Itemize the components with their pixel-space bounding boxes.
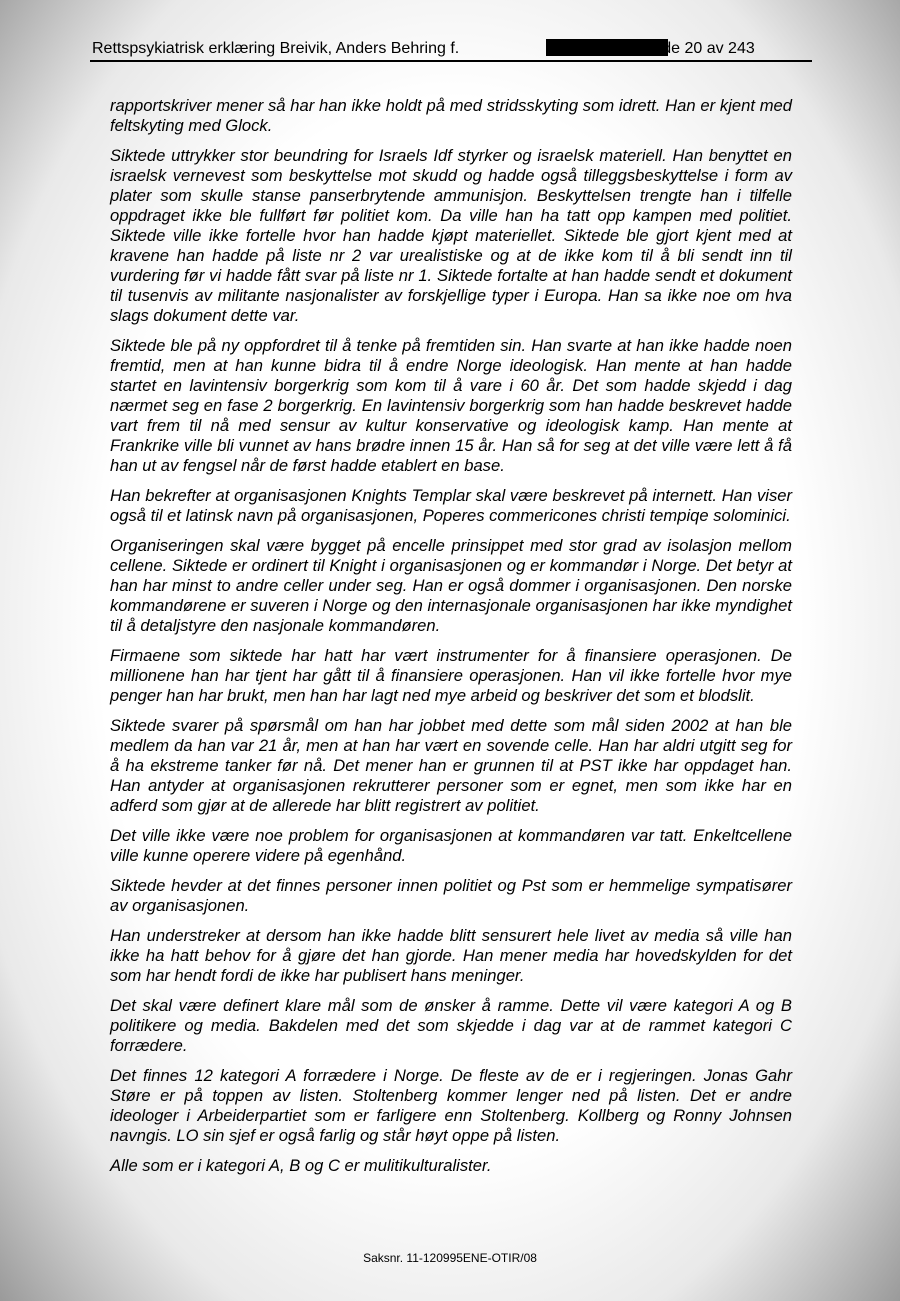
paragraph: Siktede hevder at det finnes personer innen politiet og Pst som er hemmelige sympatisører av organisasjonen. [110, 876, 792, 915]
paragraph: Organiseringen skal være bygget på encelle prinsippet med stor grad av isolasjon mellom cellene. Siktede er ordinert til Knight i organisasjonen og er kommandør i Norge. Det betyr at han har minst to andre celler under seg. Han er også dommer i organisasjonen. Den norske kommandørene er suveren i Norge og den internasjonale organisasjonen har ikke myndighet til å detaljstyre den nasjonale kommandøren. [110, 536, 792, 635]
paragraph: Siktede svarer på spørsmål om han har jobbet med dette som mål siden 2002 at han ble medlem da han var 21 år, men at han har vært en sovende celle. Han har aldri utgitt seg for å ha ekstreme tanker før nå. Det mener han er grunnen til at PST ikke har oppdaget han. Han antyder at organisasjonen rekrutterer personer som er egnet, men som ikke har en adferd som gjør at de allerede har blitt registrert av politiet. [110, 716, 792, 815]
case-number: Saksnr. 11-120995ENE-OTIR/08 [363, 1251, 537, 1265]
page-number: Side 20 av 243 [648, 40, 755, 57]
page-footer [0, 1251, 900, 1265]
document-title: Rettspsykiatrisk erklæring Breivik, Anders Behring f. [92, 40, 460, 57]
paragraph: Han understreker at dersom han ikke hadde blitt sensurert hele livet av media så ville han ikke ha hatt behov for å gjøre det han gjorde. Han mener media har hovedskylden for det som har hendt fordi de ikke har publisert hans meninger. [110, 926, 792, 985]
paragraph: Firmaene som siktede har hatt har vært instrumenter for å finansiere operasjonen. De millionene han har tjent har gått til å finansiere operasjonen. Han vil ikke fortelle hvor mye penger han har brukt, men han har lagt ned mye arbeid og beskriver det som et blodslit. [110, 646, 792, 705]
document-body [110, 96, 792, 1186]
paragraph: Alle som er i kategori A, B og C er mulitikulturalister. [110, 1156, 492, 1175]
paragraph: Det skal være definert klare mål som de ønsker å ramme. Dette vil være kategori A og B politikere og media. Bakdelen med det som skjedde i dag var at de rammet kategori C forrædere. [110, 996, 792, 1055]
paragraph: Siktede uttrykker stor beundring for Israels Idf styrker og israelsk materiell. Han benyttet en israelsk vernevest som beskyttelse mot skudd og hadde også tilleggsbeskyttelse i form av plater som skulle stanse panserbrytende ammunisjon. Beskyttelsen trengte han i tilfelle oppdraget ikke ble fullført før politiet kom. Da ville han ha tatt opp kampen med politiet. Siktede ville ikke fortelle hvor han hadde kjøpt materiellet. Siktede ble gjort kjent med at kravene han hadde på liste nr 2 var urealistiske og at de ikke kom til å bli sendt inn til vurdering før vi hadde fått svar på liste nr 1. Siktede fortalte at han hadde sendt et dokument til tusenvis av militante nasjonalister av forskjellige typer i Europa. Han sa ikke noe om hva slags dokument dette var. [110, 146, 792, 325]
paragraph: Han bekrefter at organisasjonen Knights Templar skal være beskrevet på internett. Han viser også til et latinsk navn på organisasjonen, Poperes commericones christi tempiqe solominici. [110, 486, 792, 525]
paragraph: Siktede ble på ny oppfordret til å tenke på fremtiden sin. Han svarte at han ikke hadde noen fremtid, men at han kunne bidra til å endre Norge ideologisk. Han mente at han hadde startet en lavintensiv borgerkrig som kom til å vare i 60 år. Det som hadde skjedd i dag nærmet seg en fase 2 borgerkrig. En lavintensiv borgerkrig som han hadde beskrevet hadde vart frem til nå med sensur av kultur konservative og ideologisk kamp. Han mente at Frankrike ville bli vunnet av hans brødre innen 15 år. Han så for seg at det ville være lett å få han ut av fengsel når de først hadde etablert en base. [110, 336, 792, 475]
paragraph: rapportskriver mener så har han ikke holdt på med stridsskyting som idrett. Han er kjent med feltskyting med Glock. [110, 96, 792, 135]
page-header [90, 38, 812, 62]
paragraph: Det finnes 12 kategori A forrædere i Norge. De fleste av de er i regjeringen. Jonas Gahr Støre er på toppen av listen. Stoltenberg kommer lenger ned på listen. Det er andre ideologer i Arbeiderpartiet som er farligere enn Stoltenberg. Kollberg og Ronny Johnsen navngis. LO sin sjef er også farlig og står høyt oppe på listen. [110, 1066, 792, 1145]
paragraph: Det ville ikke være noe problem for organisasjonen at kommandøren var tatt. Enkeltcellene ville kunne operere videre på egenhånd. [110, 826, 792, 865]
